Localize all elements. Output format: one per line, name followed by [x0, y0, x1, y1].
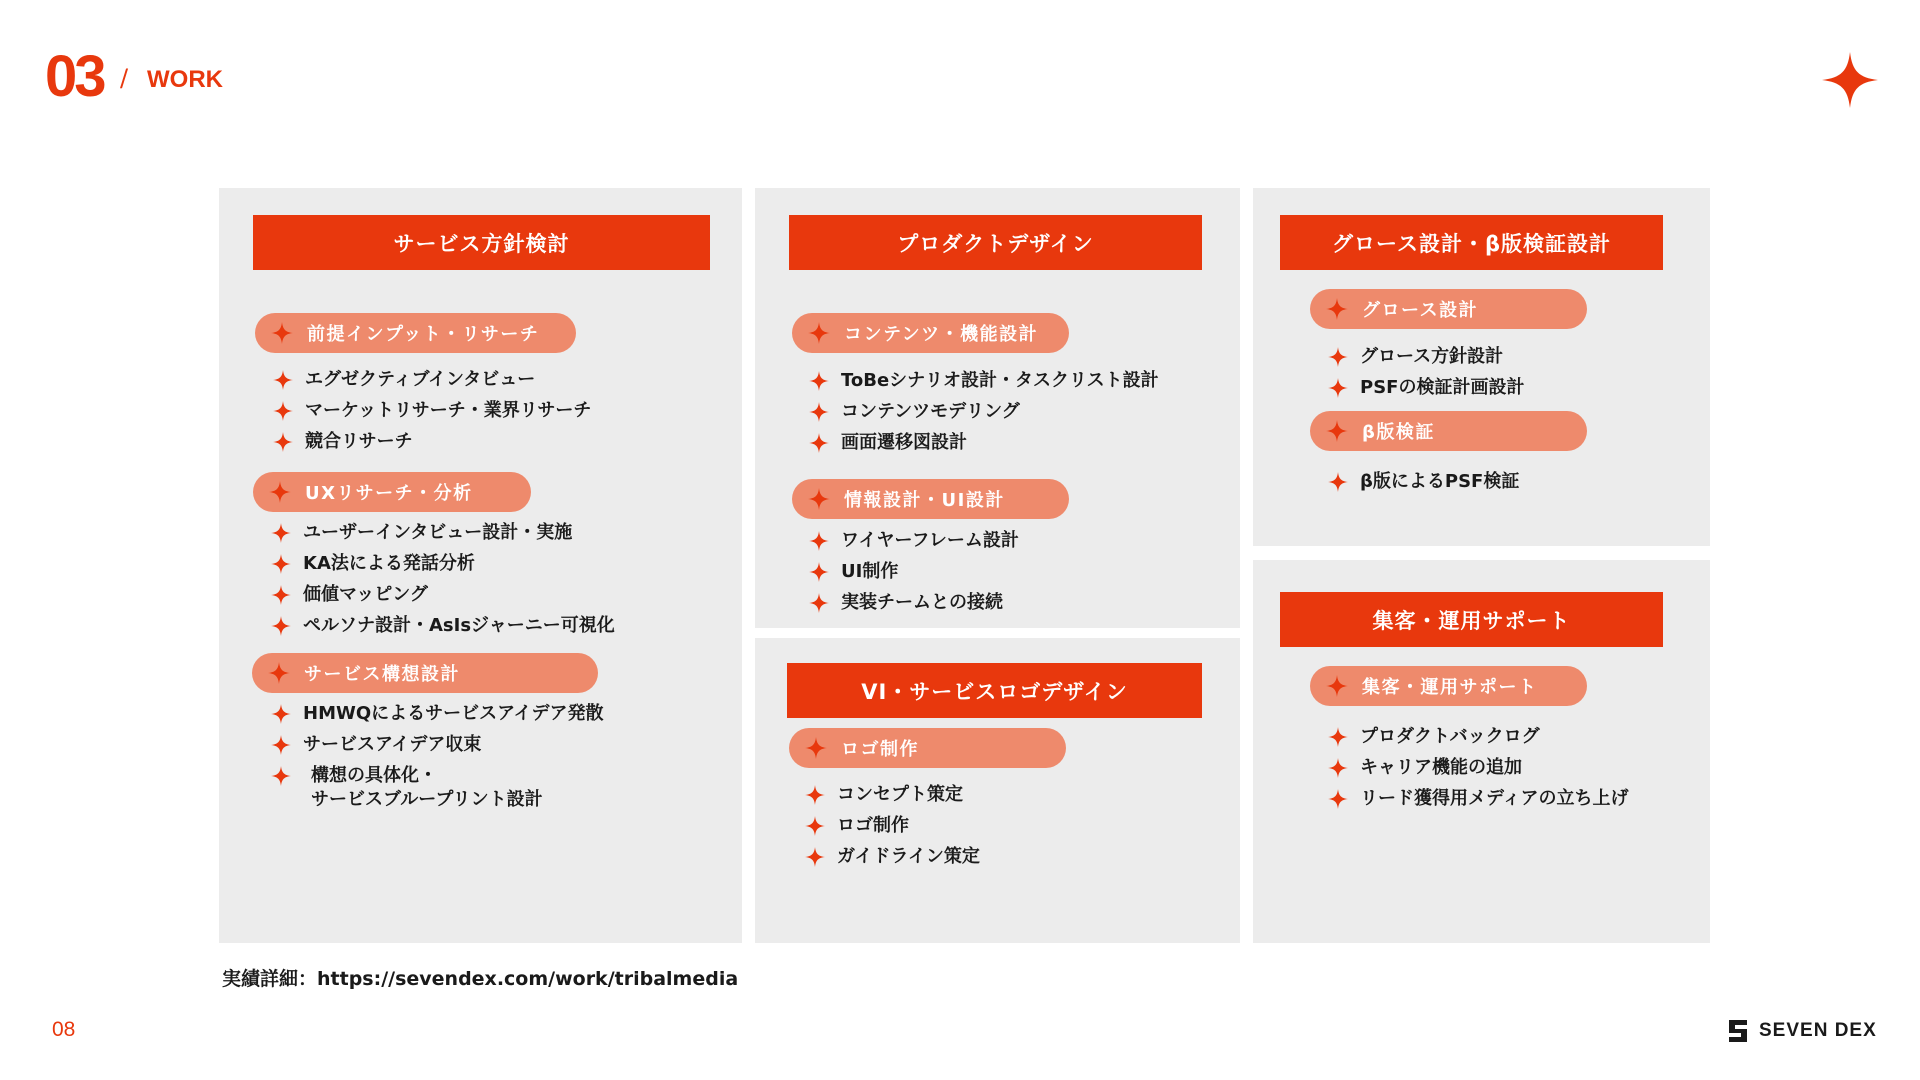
sparkle-icon	[1822, 52, 1878, 108]
list-item: ToBeシナリオ設計・タスクリスト設計	[809, 369, 1159, 400]
sparkle-icon	[271, 322, 293, 344]
sparkle-icon	[1328, 758, 1348, 778]
sparkle-icon	[808, 322, 830, 344]
list-item: グロース方針設計	[1328, 345, 1524, 376]
brand-logo	[1727, 1018, 1877, 1044]
list-item: 実装チームとの接続	[809, 591, 1019, 622]
brand-name: SEVEN DEX	[1759, 1020, 1877, 1041]
sparkle-icon	[269, 481, 291, 503]
group-label: コンテンツ・機能設計	[844, 324, 1039, 345]
item-list	[271, 702, 604, 820]
sparkle-icon	[271, 735, 291, 755]
item-list	[809, 529, 1019, 622]
sparkle-icon	[271, 554, 291, 574]
list-item: 画面遷移図設計	[809, 431, 1159, 462]
sparkle-icon	[805, 785, 825, 805]
sparkle-icon	[1328, 472, 1348, 492]
list-item: コンテンツモデリング	[809, 400, 1159, 431]
list-item: プロダクトバックログ	[1328, 725, 1629, 756]
sparkle-icon	[809, 593, 829, 613]
group-label: 集客・運用サポート	[1362, 677, 1538, 698]
group-label: β版検証	[1362, 422, 1435, 443]
list-item: キャリア機能の追加	[1328, 756, 1629, 787]
item-list	[1328, 470, 1519, 501]
sparkle-icon	[805, 737, 827, 759]
group-pill	[255, 313, 576, 353]
sparkle-icon	[1328, 727, 1348, 747]
sparkle-icon	[273, 432, 293, 452]
section-title: WORK	[147, 66, 223, 93]
sparkle-icon	[1326, 420, 1348, 442]
sparkle-icon	[1328, 347, 1348, 367]
sparkle-icon	[1326, 298, 1348, 320]
group-label: UXリサーチ・分析	[305, 483, 473, 504]
sparkle-icon	[273, 401, 293, 421]
item-list	[1328, 725, 1629, 818]
list-item: β版によるPSF検証	[1328, 470, 1519, 501]
section-separator: /	[120, 64, 129, 92]
group-pill	[792, 479, 1069, 519]
panel-title-growth: グロース設計・β版検証設計	[1280, 215, 1663, 270]
list-item: ガイドライン策定	[805, 845, 980, 876]
page-number: 08	[52, 1018, 76, 1041]
group-pill	[1310, 666, 1587, 706]
group-label: グロース設計	[1362, 300, 1479, 321]
list-item: 価値マッピング	[271, 583, 615, 614]
sparkle-icon	[808, 488, 830, 510]
sparkle-icon	[271, 616, 291, 636]
list-item: PSFの検証計画設計	[1328, 376, 1524, 407]
sparkle-icon	[1326, 675, 1348, 697]
list-item: KA法による発話分析	[271, 552, 615, 583]
group-label: 情報設計・UI設計	[844, 490, 1005, 511]
item-list	[1328, 345, 1524, 407]
list-item: サービスアイデア収束	[271, 733, 604, 764]
panel-title-product: プロダクトデザイン	[789, 215, 1202, 270]
sparkle-icon	[273, 370, 293, 390]
list-item: ワイヤーフレーム設計	[809, 529, 1019, 560]
list-item: 競合リサーチ	[273, 430, 591, 461]
sparkle-icon	[1328, 378, 1348, 398]
sparkle-icon	[271, 766, 291, 786]
group-pill	[1310, 411, 1587, 451]
list-item: 構想の具体化・ サービスブループリント設計	[271, 764, 604, 820]
list-item: コンセプト策定	[805, 783, 980, 814]
sparkle-icon	[809, 433, 829, 453]
list-item: UI制作	[809, 560, 1019, 591]
sparkle-icon	[805, 816, 825, 836]
item-list	[271, 521, 615, 645]
group-pill	[252, 653, 598, 693]
sparkle-icon	[809, 402, 829, 422]
panel-title-service: サービス方針検討	[253, 215, 710, 270]
sparkle-icon	[809, 371, 829, 391]
group-pill	[253, 472, 531, 512]
list-item: マーケットリサーチ・業界リサーチ	[273, 399, 591, 430]
item-list	[273, 368, 591, 461]
section-number: 03	[45, 44, 104, 109]
list-item: リード獲得用メディアの立ち上げ	[1328, 787, 1629, 818]
sparkle-icon	[809, 562, 829, 582]
work-detail-link[interactable]: 実績詳細：https://sevendex.com/work/tribalmedia	[222, 968, 739, 990]
sparkle-icon	[268, 662, 290, 684]
item-list	[805, 783, 980, 876]
list-item: ロゴ制作	[805, 814, 980, 845]
sparkle-icon	[805, 847, 825, 867]
list-item: ユーザーインタビュー設計・実施	[271, 521, 615, 552]
sparkle-icon	[1328, 789, 1348, 809]
group-label: サービス構想設計	[304, 664, 460, 685]
sparkle-icon	[271, 523, 291, 543]
panel-title-vi: VI・サービスロゴデザイン	[787, 663, 1202, 718]
sparkle-icon	[809, 531, 829, 551]
list-item: ペルソナ設計・AsIsジャーニー可視化	[271, 614, 615, 645]
list-item: HMWQによるサービスアイデア発散	[271, 702, 604, 733]
group-pill	[792, 313, 1069, 353]
group-label: 前提インプット・リサーチ	[307, 324, 540, 345]
item-list	[809, 369, 1159, 462]
group-label: ロゴ制作	[841, 739, 919, 760]
panel-title-support: 集客・運用サポート	[1280, 592, 1663, 647]
list-item: エグゼクティブインタビュー	[273, 368, 591, 399]
group-pill	[1310, 289, 1587, 329]
group-pill	[789, 728, 1066, 768]
sevendex-logo-icon	[1727, 1018, 1749, 1044]
sparkle-icon	[271, 585, 291, 605]
sparkle-icon	[271, 704, 291, 724]
